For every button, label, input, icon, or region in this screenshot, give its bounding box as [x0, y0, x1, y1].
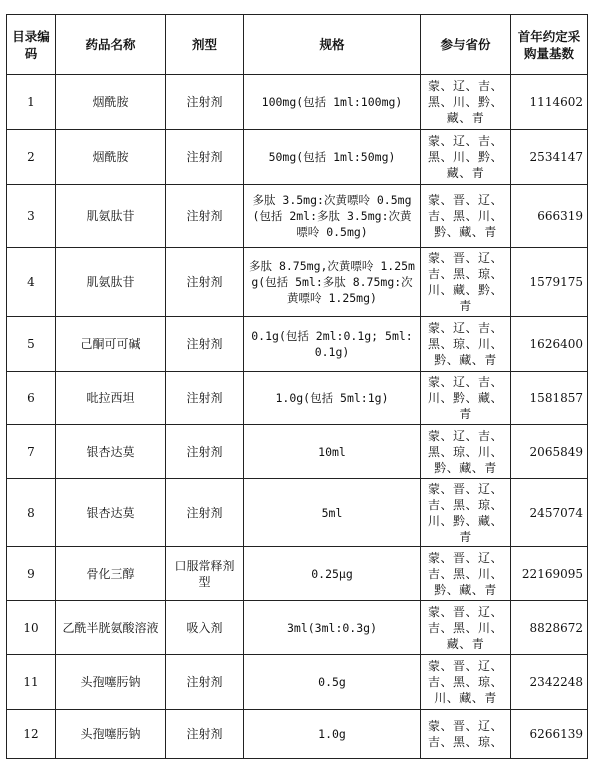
cell-provinces: 蒙、晋、辽、吉、黑、琼、	[421, 710, 511, 759]
cell-spec: 1.0g	[244, 710, 421, 759]
cell-code: 10	[7, 601, 56, 655]
table-row	[7, 130, 588, 185]
cell-form: 注射剂	[166, 710, 244, 759]
header-name: 药品名称	[56, 15, 166, 75]
header-spec: 规格	[244, 15, 421, 75]
cell-code: 2	[7, 130, 56, 185]
table-row	[7, 185, 588, 248]
cell-quantity: 2457074	[511, 479, 588, 547]
header-form: 剂型	[166, 15, 244, 75]
table-row	[7, 710, 588, 759]
cell-form: 注射剂	[166, 317, 244, 372]
table-row	[7, 479, 588, 547]
header-quantity: 首年约定采购量基数	[511, 15, 588, 75]
header-code: 目录编码	[7, 15, 56, 75]
cell-spec: 100mg(包括 1ml:100mg)	[244, 75, 421, 130]
cell-form: 注射剂	[166, 479, 244, 547]
cell-provinces: 蒙、晋、辽、吉、黑、琼、川、藏、青	[421, 655, 511, 710]
header-row	[7, 15, 588, 75]
cell-spec: 10ml	[244, 425, 421, 479]
cell-quantity: 1114602	[511, 75, 588, 130]
cell-provinces: 蒙、辽、吉、黑、琼、川、黔、藏、青	[421, 425, 511, 479]
cell-spec: 0.25μg	[244, 547, 421, 601]
cell-code: 1	[7, 75, 56, 130]
header-provinces: 参与省份	[421, 15, 511, 75]
cell-form: 注射剂	[166, 75, 244, 130]
cell-code: 5	[7, 317, 56, 372]
cell-provinces: 蒙、晋、辽、吉、黑、川、黔、藏、青	[421, 547, 511, 601]
cell-form: 注射剂	[166, 185, 244, 248]
cell-spec: 多肽 3.5mg:次黄嘌呤 0.5mg(包括 2ml:多肽 3.5mg:次黄嘌呤 0.5mg)	[244, 185, 421, 248]
table-row	[7, 655, 588, 710]
cell-provinces: 蒙、晋、辽、吉、黑、琼、川、黔、藏、青	[421, 479, 511, 547]
cell-quantity: 6266139	[511, 710, 588, 759]
cell-spec: 1.0g(包括 5ml:1g)	[244, 372, 421, 425]
table-row	[7, 547, 588, 601]
cell-quantity: 1579175	[511, 248, 588, 317]
table-row	[7, 425, 588, 479]
cell-spec: 3ml(3ml:0.3g)	[244, 601, 421, 655]
cell-provinces: 蒙、晋、辽、吉、黑、川、黔、藏、青	[421, 185, 511, 248]
cell-name: 肌氨肽苷	[56, 248, 166, 317]
cell-quantity: 22169095	[511, 547, 588, 601]
cell-provinces: 蒙、辽、吉、黑、川、黔、藏、青	[421, 130, 511, 185]
table-row	[7, 601, 588, 655]
cell-code: 6	[7, 372, 56, 425]
cell-quantity: 8828672	[511, 601, 588, 655]
cell-quantity: 2065849	[511, 425, 588, 479]
cell-name: 烟酰胺	[56, 75, 166, 130]
cell-quantity: 2342248	[511, 655, 588, 710]
cell-provinces: 蒙、晋、辽、吉、黑、琼、川、藏、黔、青	[421, 248, 511, 317]
cell-spec: 0.5g	[244, 655, 421, 710]
cell-form: 注射剂	[166, 372, 244, 425]
drug-procurement-table	[6, 14, 588, 759]
cell-name: 乙酰半胱氨酸溶液	[56, 601, 166, 655]
cell-spec: 0.1g(包括 2ml:0.1g; 5ml:0.1g)	[244, 317, 421, 372]
cell-name: 己酮可可碱	[56, 317, 166, 372]
cell-code: 4	[7, 248, 56, 317]
cell-code: 12	[7, 710, 56, 759]
cell-code: 8	[7, 479, 56, 547]
cell-code: 3	[7, 185, 56, 248]
cell-name: 银杏达莫	[56, 479, 166, 547]
cell-provinces: 蒙、晋、辽、吉、黑、川、藏、青	[421, 601, 511, 655]
cell-spec: 多肽 8.75mg,次黄嘌呤 1.25mg(包括 5ml:多肽 8.75mg:次黄嘌呤 1.25mg)	[244, 248, 421, 317]
cell-form: 注射剂	[166, 130, 244, 185]
cell-form: 口服常释剂型	[166, 547, 244, 601]
cell-quantity: 2534147	[511, 130, 588, 185]
cell-spec: 50mg(包括 1ml:50mg)	[244, 130, 421, 185]
cell-code: 11	[7, 655, 56, 710]
cell-form: 注射剂	[166, 655, 244, 710]
cell-name: 骨化三醇	[56, 547, 166, 601]
cell-spec: 5ml	[244, 479, 421, 547]
table-row	[7, 248, 588, 317]
cell-provinces: 蒙、辽、吉、川、黔、藏、青	[421, 372, 511, 425]
table-row	[7, 75, 588, 130]
cell-name: 烟酰胺	[56, 130, 166, 185]
cell-code: 7	[7, 425, 56, 479]
table-row	[7, 317, 588, 372]
cell-form: 吸入剂	[166, 601, 244, 655]
cell-provinces: 蒙、辽、吉、黑、琼、川、黔、藏、青	[421, 317, 511, 372]
cell-form: 注射剂	[166, 248, 244, 317]
cell-name: 肌氨肽苷	[56, 185, 166, 248]
cell-quantity: 1581857	[511, 372, 588, 425]
cell-quantity: 666319	[511, 185, 588, 248]
cell-name: 银杏达莫	[56, 425, 166, 479]
cell-provinces: 蒙、辽、吉、黑、川、黔、藏、青	[421, 75, 511, 130]
table-row	[7, 372, 588, 425]
cell-name: 吡拉西坦	[56, 372, 166, 425]
cell-name: 头孢噻肟钠	[56, 710, 166, 759]
cell-name: 头孢噻肟钠	[56, 655, 166, 710]
cell-quantity: 1626400	[511, 317, 588, 372]
cell-form: 注射剂	[166, 425, 244, 479]
cell-code: 9	[7, 547, 56, 601]
